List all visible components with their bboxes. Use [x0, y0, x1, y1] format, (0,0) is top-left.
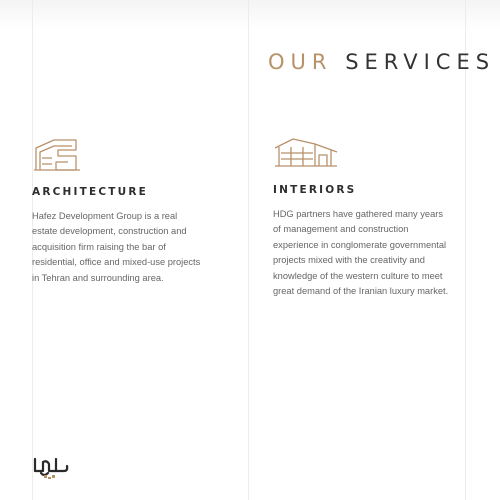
- hafez-logo[interactable]: [32, 456, 70, 485]
- service-interiors: [273, 136, 451, 299]
- section-title-accent: OUR: [268, 50, 333, 74]
- hafez-logo-icon: [32, 456, 70, 480]
- service-name: ARCHITECTURE: [32, 186, 148, 198]
- section-title-rest: SERVICES: [345, 50, 496, 74]
- service-description: Hafez Development Group is a real estate development, construction and acquisition firm raising the bar of residential, office and mixed-use projects in Tehran and surrounding area.: [32, 211, 201, 283]
- architecture-building-icon: [32, 136, 82, 174]
- grid-line-center: [248, 0, 249, 500]
- service-architecture: [32, 136, 202, 286]
- house-interior-icon: [273, 136, 339, 172]
- service-name: INTERIORS: [273, 184, 357, 196]
- top-fade: [0, 0, 500, 30]
- service-description: HDG partners have gathered many years of management and construction experience in conglomerate governmental projects mixed with the creativity and knowledge of the western culture to meet great demand of the Iranian luxury market.: [273, 209, 449, 297]
- section-title: [268, 50, 495, 74]
- grid-line-right: [465, 0, 466, 500]
